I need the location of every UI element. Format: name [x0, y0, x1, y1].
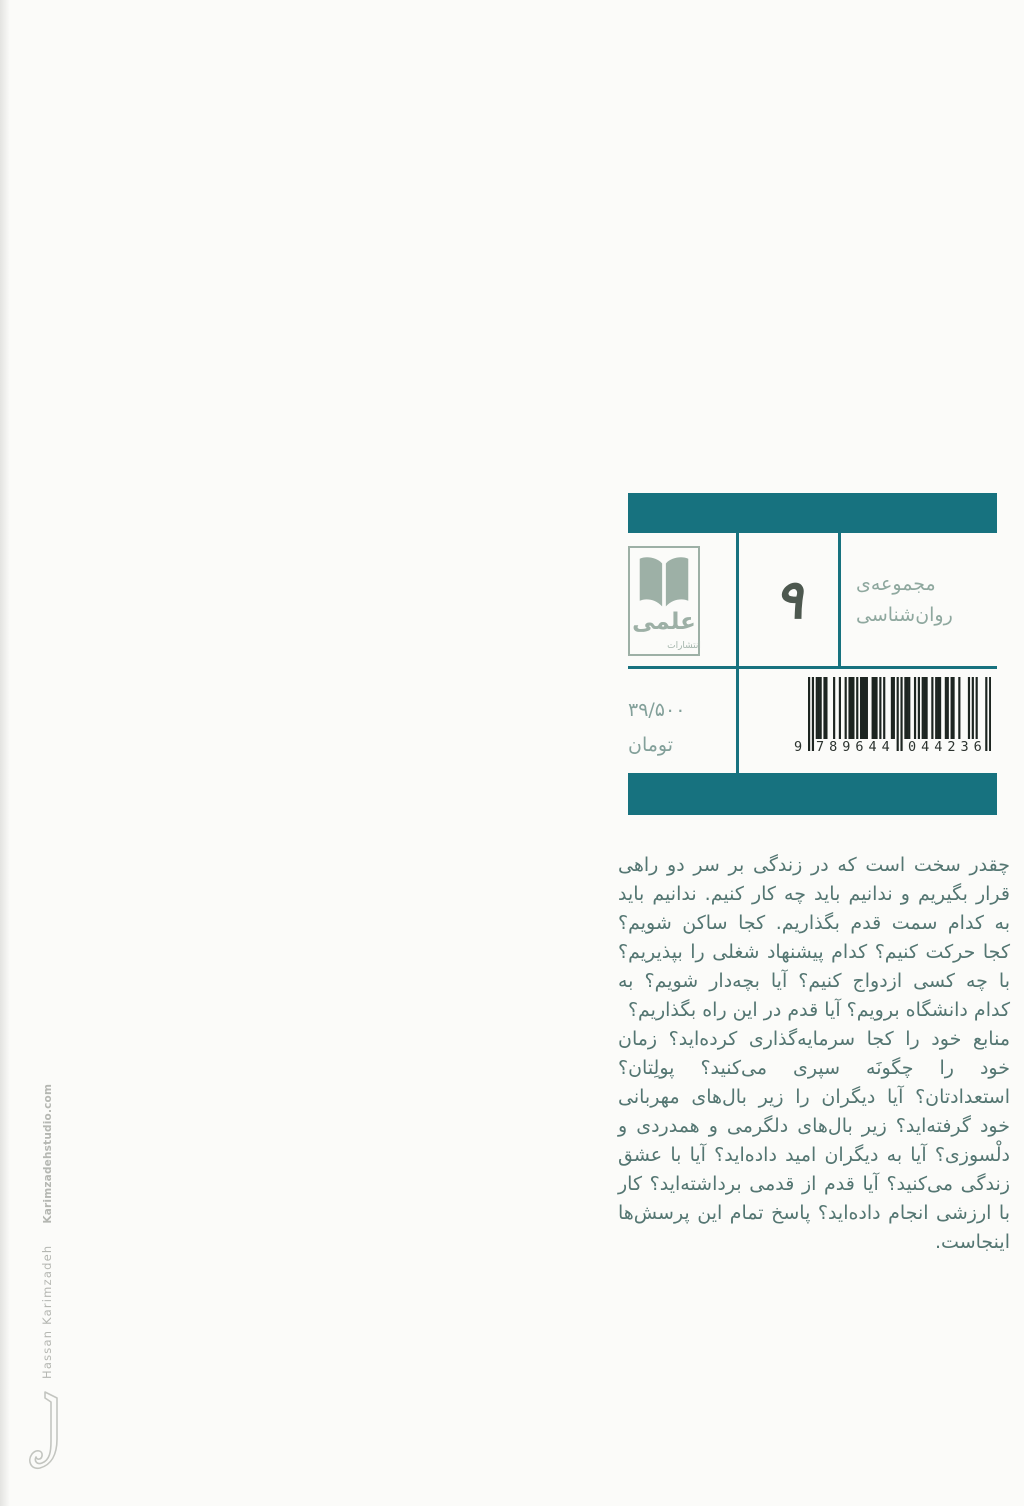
price-unit: تومان	[628, 734, 674, 756]
price-amount: ۳۹/۵۰۰	[628, 699, 686, 721]
blurb-paragraph-1: چقدر سخت است که در زندگی بر سر دو راهی قرار بگیریم و ندانیم باید چه کار کنیم. ندانیم باید به کدام سمت قدم بگذاریم. کجا ساکن شویم؟ کجا حرکت کنیم؟ کدام پیشنهاد شغلی را بپذیریم؟ با چه کسی ازدواج کنیم؟ آیا بچه‌دار شویم؟ به کدام دانشگاه برویم؟ آیا قدم در این راه بگذاریم؟	[618, 854, 1010, 1021]
label-top-band	[628, 493, 997, 533]
label-divider-horizontal	[628, 666, 997, 669]
publisher-logo	[628, 545, 714, 659]
barcode-digits-right: 044236	[908, 739, 987, 755]
scan-edge-shading	[0, 0, 10, 1506]
designer-logo-icon	[26, 1389, 68, 1483]
series-title	[845, 569, 986, 631]
label-bottom-band	[628, 773, 997, 815]
barcode-digits-left: 789644	[816, 739, 895, 755]
open-book-icon	[636, 554, 692, 614]
barcode-digit-lead: 9	[794, 739, 803, 755]
series-title-line2: روان‌شناسی	[856, 604, 953, 626]
designer-name: Hassan Karimzadeh	[40, 1244, 54, 1379]
publisher-subtitle: انتشارات	[667, 641, 701, 651]
studio-url: Karimzadehstudio.com	[42, 1083, 54, 1224]
blurb	[618, 851, 1010, 1257]
price	[628, 693, 690, 763]
blurb-paragraph-2: منابع خود را کجا سرمایه‌گذاری کرده‌اید؟ زمان خود را چگونَه سپری می‌کنید؟ پولِتان؟ استعدادتان؟ آیا دیگران را زیر بال‌های مهربانی خود گرفته‌اید؟ زیر بال‌های دلگرمی و همدردی و دلْسوزی؟ آیا به دیگران امید داده‌اید؟ آیا با عشق زندگی می‌کنید؟ آیا قدم از قدمی برداشته‌اید؟ کار با ارزشی انجام داده‌اید؟ پاسخ تمام این پرسش‌ها اینجاست.	[618, 1028, 1010, 1253]
series-number: ۹	[773, 568, 803, 631]
designer-credit	[36, 1083, 54, 1379]
publisher-wordmark: علمی	[632, 609, 696, 635]
series-title-line1: مجموعه‌ی	[856, 573, 936, 595]
label-divider-vertical-2	[838, 533, 841, 666]
barcode	[794, 677, 998, 773]
